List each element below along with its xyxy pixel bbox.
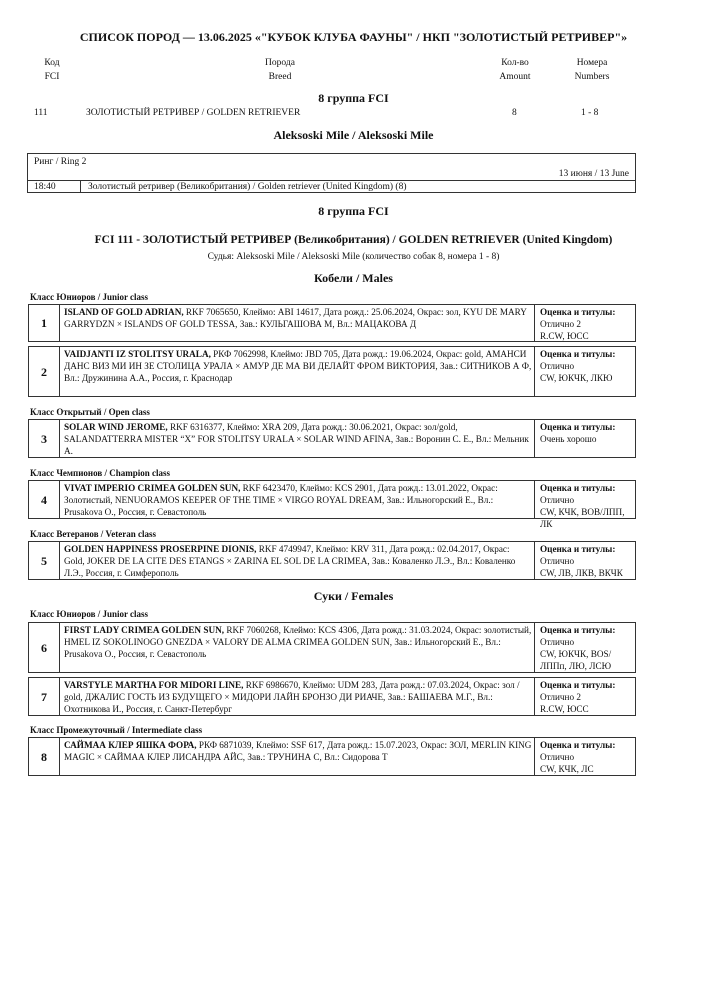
col-code-en: FCI (44, 72, 60, 82)
col-code-header (30, 56, 74, 84)
class-heading: Класс Открытый / Open class (30, 407, 150, 417)
entry-number: 8 (29, 738, 60, 775)
entry-description (64, 739, 532, 763)
entry-row (28, 480, 636, 529)
marks-header: Оценка и титулы: (540, 625, 616, 635)
dog-info: RKF 7065650, Клеймо: ABI 14617, Дата рожд.: 25.06.2024, Окрас: зол, KYU DE MARY GARRYDZN × ISLANDS OF GOLD TESSA, Зав.: КУЛЬГАШОВА М, Вл.: МАЦАКОВА Д (64, 307, 527, 329)
class-heading: Класс Юниоров / Junior class (30, 292, 149, 302)
marks-header: Оценка и титулы: (540, 307, 616, 317)
entry-description (64, 543, 532, 579)
entry-number: 6 (29, 623, 60, 672)
breed-title: FCI 111 - ЗОЛОТИСТЫЙ РЕТРИВЕР (Великобритания) / GOLDEN RETRIEVER (United Kingdom) (94, 234, 613, 246)
entry-number: 5 (29, 542, 60, 579)
entry-marks (534, 542, 635, 579)
entry-row (28, 541, 636, 580)
ring-breed: Золотистый ретривер (Великобритания) / Golden retriever (United Kingdom) (8) (88, 182, 407, 192)
grade: Отлично (540, 637, 575, 647)
dog-name: VAIDJANTI IZ STOLITSY URALA, (64, 349, 211, 359)
entry-description (64, 306, 532, 330)
entry-marks (534, 738, 635, 775)
entry-row (28, 677, 636, 716)
judge-heading: Aleksoski Mile / Aleksoski Mile (273, 128, 434, 142)
class-heading: Класс Чемпионов / Champion class (30, 468, 171, 478)
entry-description (64, 482, 532, 518)
titles: R.CW, ЮСС (540, 331, 589, 341)
dog-info: RKF 4749947, Клеймо: KRV 311, Дата рожд.: 02.04.2017, Окрас: Gold, JOKER DE LA CITE DES ETANGS × ZARINA EL SOL DE LA CRIMEA, Зав.: Коваленко Л.Э., Вл.: Коваленко Л.Э., Россия, г. Симферополь (64, 544, 516, 578)
entry-marks (534, 623, 635, 672)
entry-row (28, 346, 636, 397)
males-title: Кобели / Males (314, 271, 393, 285)
dog-name: FIRST LADY CRIMEA GOLDEN SUN, (64, 625, 225, 635)
marks-header: Оценка и титулы: (540, 422, 616, 432)
entry-number: 3 (29, 420, 60, 457)
summary-code: 111 (34, 108, 48, 118)
ring-time: 18:40 (34, 182, 56, 192)
marks-header: Оценка и титулы: (540, 544, 616, 554)
ring-time-divider (80, 181, 81, 192)
col-amount-en: Amount (499, 72, 531, 82)
page-title: СПИСОК ПОРОД — 13.06.2025 «"КУБОК КЛУБА ФАУНЫ" / НКП "ЗОЛОТИСТЫЙ РЕТРИВЕР"» (79, 30, 628, 44)
col-breed-en: Breed (268, 72, 292, 82)
titles: CW, КЧК, BOB/ЛПП, ЛК (540, 507, 625, 529)
summary-amount: 8 (512, 108, 517, 118)
entry-row (28, 622, 636, 673)
titles: CW, КЧК, ЛС (540, 764, 594, 774)
entry-marks (534, 678, 635, 715)
dog-name: SOLAR WIND JEROME, (64, 422, 168, 432)
entry-marks (534, 347, 635, 396)
entry-description (64, 421, 532, 457)
entry-description (64, 348, 532, 384)
grade: Отлично (540, 556, 575, 566)
dog-name: САЙМАА КЛЕР ЯШКА ФОРА, (64, 740, 197, 750)
class-heading: Класс Промежуточный / Intermediate class (30, 725, 203, 735)
marks-header: Оценка и титулы: (540, 483, 616, 493)
col-amount-ru: Кол-во (501, 58, 529, 68)
entry-description (64, 679, 532, 715)
grade: Отлично (540, 495, 575, 505)
titles: CW, ЮКЧК, ЛКЮ (540, 373, 613, 383)
entry-number: 2 (29, 347, 60, 396)
class-heading: Класс Ветеранов / Veteran class (30, 529, 156, 539)
col-numbers-ru: Номера (576, 58, 608, 68)
entry-marks (534, 420, 635, 457)
marks-header: Оценка и титулы: (540, 349, 616, 359)
summary-breed: ЗОЛОТИСТЫЙ РЕТРИВЕР / GOLDEN RETRIEVER (86, 108, 301, 118)
col-amount-header (490, 56, 540, 84)
dog-info: RKF 6986670, Клеймо: UDM 283, Дата рожд.: 07.03.2024, Окрас: зол / gold, ДЖАЛИС ГОСТЬ ИЗ БУДУЩЕГО × МИДОРИ ЛАЙН БРОНЗО ДИ РИАЧЕ, Зав.: БАШАЕВА М.Г., Вл.: Охотникова И., Россия, г. Санкт-Петербург (64, 680, 520, 714)
entry-marks (534, 481, 635, 529)
ring-date: 13 июня / 13 June (558, 169, 629, 179)
dog-info: РКФ 6871039, Клеймо: SSF 617, Дата рожд.: 15.07.2023, Окрас: ЗОЛ, MERLIN KING MAGIC × САЙМАА КЛЕР ЛИСАНДРА АЙС, Зав.: ТРУНИНА С, Вл.: Сидорова Т (64, 740, 532, 762)
dog-info: RKF 6316377, Клеймо: XRA 209, Дата рожд.: 30.06.2021, Окрас: зол/gold, SALANDATTERRA MISTER “X” FOR STOLITSY URALA × SOLAR WIND AFINA, Зав.: Воронин С. Е., Вл.: Мельник А. (64, 422, 529, 456)
titles: R.CW, ЮСС (540, 704, 589, 714)
col-breed-header (230, 56, 330, 84)
dog-info: RKF 6423470, Клеймо: KCS 2901, Дата рожд.: 13.01.2022, Окрас: Золотистый, NENUORAMOS KEEPER OF THE TIME × VIRGO ROYAL DREAM, Зав.: Ильногорский Е., Вл.: Prusakova O., Россия, г. Севастополь (64, 483, 498, 517)
grade: Отлично 2 (540, 692, 581, 702)
grade: Отлично (540, 752, 575, 762)
entry-row (28, 419, 636, 458)
judge-line: Судья: Aleksoski Mile / Aleksoski Mile (количество собак 8, номера 1 - 8) (207, 252, 500, 262)
entry-number: 4 (29, 481, 60, 518)
dog-name: VARSTYLE MARTHA FOR MIDORI LINE, (64, 680, 244, 690)
titles: CW, ЮКЧК, BOS/ЛППп, ЛЮ, ЛСЮ (540, 649, 612, 671)
entry-row (28, 304, 636, 342)
dog-info: RKF 7060268, Клеймо: KCS 4306, Дата рожд.: 31.03.2024, Окрас: золотистый, HMEL IZ SOKOLINOGO GNEZDA × VALORY DE ALMA CRIMEA GOLDEN SUN, Зав.: Ильногорский Е., Вл.: Prusakova O., Россия, г. Севастополь (64, 625, 532, 659)
summary-numbers: 1 - 8 (581, 108, 599, 118)
grade: Отлично (540, 361, 575, 371)
titles: CW, ЛВ, ЛКВ, ВКЧК (540, 568, 623, 578)
grade: Отлично 2 (540, 319, 581, 329)
entry-number: 7 (29, 678, 60, 715)
ring-label: Ринг / Ring 2 (34, 157, 87, 167)
dog-info: РКФ 7062998, Клеймо: JBD 705, Дата рожд.: 19.06.2024, Окрас: gold, АМАНСИ ДАНС ВИЗ МИ ИН ЗЕ СТОЛИЦА УРАЛА × АМУР ДЕ МА ВИ ДЕЛАЙТ ФРОМ ВИКТОРИЯ, Зав.: СИТНИКОВ А Ф, Вл.: Дружинина А.А., Россия, г. Краснодар (64, 349, 532, 383)
entry-description (64, 624, 532, 660)
entry-row (28, 737, 636, 776)
dog-name: VIVAT IMPERIO CRIMEA GOLDEN SUN, (64, 483, 241, 493)
entry-number: 1 (29, 305, 60, 341)
marks-header: Оценка и титулы: (540, 740, 616, 750)
grade: Очень хорошо (540, 434, 597, 444)
group-summary-title: 8 группа FCI (318, 91, 389, 105)
ring-divider (28, 180, 635, 181)
col-code-ru: Код (44, 58, 60, 68)
dog-name: ISLAND OF GOLD ADRIAN, (64, 307, 184, 317)
col-numbers-header (562, 56, 622, 84)
group-title: 8 группа FCI (318, 204, 389, 218)
class-heading: Класс Юниоров / Junior class (30, 609, 149, 619)
entry-marks (534, 305, 635, 341)
ring-schedule (27, 153, 636, 193)
marks-header: Оценка и титулы: (540, 680, 616, 690)
col-numbers-en: Numbers (574, 72, 610, 82)
col-breed-ru: Порода (265, 58, 295, 68)
females-title: Суки / Females (313, 589, 394, 603)
dog-name: GOLDEN HAPPINESS PROSERPINE DIONIS, (64, 544, 257, 554)
